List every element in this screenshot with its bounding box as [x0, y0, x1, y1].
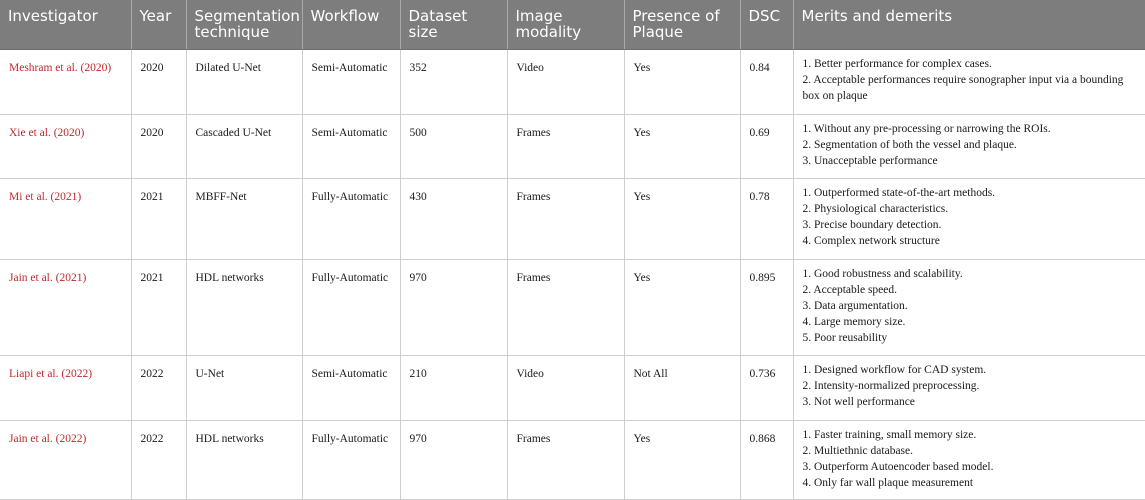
dataset-size-cell: 500 [400, 114, 507, 178]
dsc-cell: 0.78 [740, 178, 793, 259]
table-row [0, 355, 1145, 420]
investigator-link[interactable]: Meshram et al. (2020) [9, 61, 112, 74]
merit-item: 2. Acceptable speed. [802, 283, 898, 296]
merit-item: 3. Precise boundary detection. [802, 218, 942, 231]
workflow-cell: Semi-Automatic [302, 49, 400, 114]
merit-item: 1. Better performance for complex cases. [802, 57, 992, 70]
merit-item: 2. Multiethnic database. [802, 444, 913, 457]
header-merits-and-demerits: Merits and demerits [793, 0, 1145, 49]
header-dataset-size: Dataset size [400, 0, 507, 49]
dsc-cell: 0.69 [740, 114, 793, 178]
plaque-cell: Yes [624, 114, 740, 178]
table-body [0, 49, 1145, 499]
plaque-cell: Yes [624, 420, 740, 499]
modality-cell: Video [507, 49, 624, 114]
dsc-cell: 0.736 [740, 355, 793, 420]
investigator-cell [0, 259, 131, 355]
table-row [0, 114, 1145, 178]
technique-cell: HDL networks [186, 259, 302, 355]
header-segmentation-technique: Segmentation technique [186, 0, 302, 49]
header-year: Year [131, 0, 186, 49]
modality-cell: Frames [507, 114, 624, 178]
year-cell: 2021 [131, 178, 186, 259]
merit-item: 3. Data argumentation. [802, 299, 908, 312]
dataset-size-cell: 210 [400, 355, 507, 420]
merit-item: 1. Without any pre-processing or narrowing the ROIs. [802, 122, 1051, 135]
table-row [0, 49, 1145, 114]
plaque-cell: Yes [624, 259, 740, 355]
merit-item: 4. Complex network structure [802, 234, 940, 247]
technique-cell: MBFF-Net [186, 178, 302, 259]
merit-item: 3. Outperform Autoencoder based model. [802, 460, 994, 473]
table-row [0, 420, 1145, 499]
table-row [0, 178, 1145, 259]
merit-item: 1. Good robustness and scalability. [802, 267, 963, 280]
merit-item: 2. Intensity-normalized preprocessing. [802, 379, 980, 392]
investigator-cell [0, 114, 131, 178]
year-cell: 2020 [131, 114, 186, 178]
workflow-cell: Fully-Automatic [302, 420, 400, 499]
plaque-cell: Yes [624, 178, 740, 259]
year-cell: 2022 [131, 420, 186, 499]
investigator-cell [0, 420, 131, 499]
plaque-cell: Yes [624, 49, 740, 114]
merits-cell [793, 114, 1145, 178]
dsc-cell: 0.895 [740, 259, 793, 355]
merit-item: 1. Outperformed state-of-the-art methods. [802, 186, 996, 199]
merit-item: 1. Designed workflow for CAD system. [802, 363, 987, 376]
merit-item: 4. Large memory size. [802, 315, 906, 328]
modality-cell: Frames [507, 259, 624, 355]
investigator-link[interactable]: Mi et al. (2021) [9, 190, 82, 203]
year-cell: 2020 [131, 49, 186, 114]
merit-item: 3. Not well performance [802, 395, 915, 408]
investigator-cell [0, 49, 131, 114]
merit-item: 2. Segmentation of both the vessel and plaque. [802, 138, 1017, 151]
investigator-link[interactable]: Jain et al. (2021) [9, 271, 87, 284]
dsc-cell: 0.84 [740, 49, 793, 114]
workflow-cell: Semi-Automatic [302, 114, 400, 178]
merit-item: 5. Poor reusability [802, 331, 888, 344]
dataset-size-cell: 970 [400, 420, 507, 499]
merit-item: 1. Faster training, small memory size. [802, 428, 977, 441]
dataset-size-cell: 970 [400, 259, 507, 355]
investigator-link[interactable]: Xie et al. (2020) [9, 126, 85, 139]
modality-cell: Frames [507, 420, 624, 499]
technique-cell: U-Net [186, 355, 302, 420]
technique-cell: HDL networks [186, 420, 302, 499]
technique-cell: Cascaded U-Net [186, 114, 302, 178]
merit-item: 3. Unacceptable performance [802, 154, 938, 167]
merits-cell [793, 420, 1145, 499]
investigator-cell [0, 178, 131, 259]
merit-item: 4. Only far wall plaque measurement [802, 476, 974, 489]
dsc-cell: 0.868 [740, 420, 793, 499]
year-cell: 2021 [131, 259, 186, 355]
merits-cell [793, 178, 1145, 259]
header-dsc: DSC [740, 0, 793, 49]
plaque-cell: Not All [624, 355, 740, 420]
merits-cell [793, 49, 1145, 114]
technique-cell: Dilated U-Net [186, 49, 302, 114]
workflow-cell: Fully-Automatic [302, 178, 400, 259]
header-workflow: Workflow [302, 0, 400, 49]
dataset-size-cell: 430 [400, 178, 507, 259]
merits-cell [793, 259, 1145, 355]
merit-item: 2. Physiological characteristics. [802, 202, 949, 215]
merit-item: 2. Acceptable performances require sonographer input via a bounding box on plaque [802, 73, 1124, 102]
investigator-link[interactable]: Liapi et al. (2022) [9, 367, 93, 380]
workflow-cell: Semi-Automatic [302, 355, 400, 420]
investigator-link[interactable]: Jain et al. (2022) [9, 432, 87, 445]
header-presence-of-plaque: Presence of Plaque [624, 0, 740, 49]
modality-cell: Frames [507, 178, 624, 259]
header-image-modality: Image modality [507, 0, 624, 49]
modality-cell: Video [507, 355, 624, 420]
table-row [0, 259, 1145, 355]
merits-cell [793, 355, 1145, 420]
workflow-cell: Fully-Automatic [302, 259, 400, 355]
year-cell: 2022 [131, 355, 186, 420]
dataset-size-cell: 352 [400, 49, 507, 114]
investigator-cell [0, 355, 131, 420]
header-investigator: Investigator [0, 0, 131, 49]
header-row [0, 0, 1145, 49]
